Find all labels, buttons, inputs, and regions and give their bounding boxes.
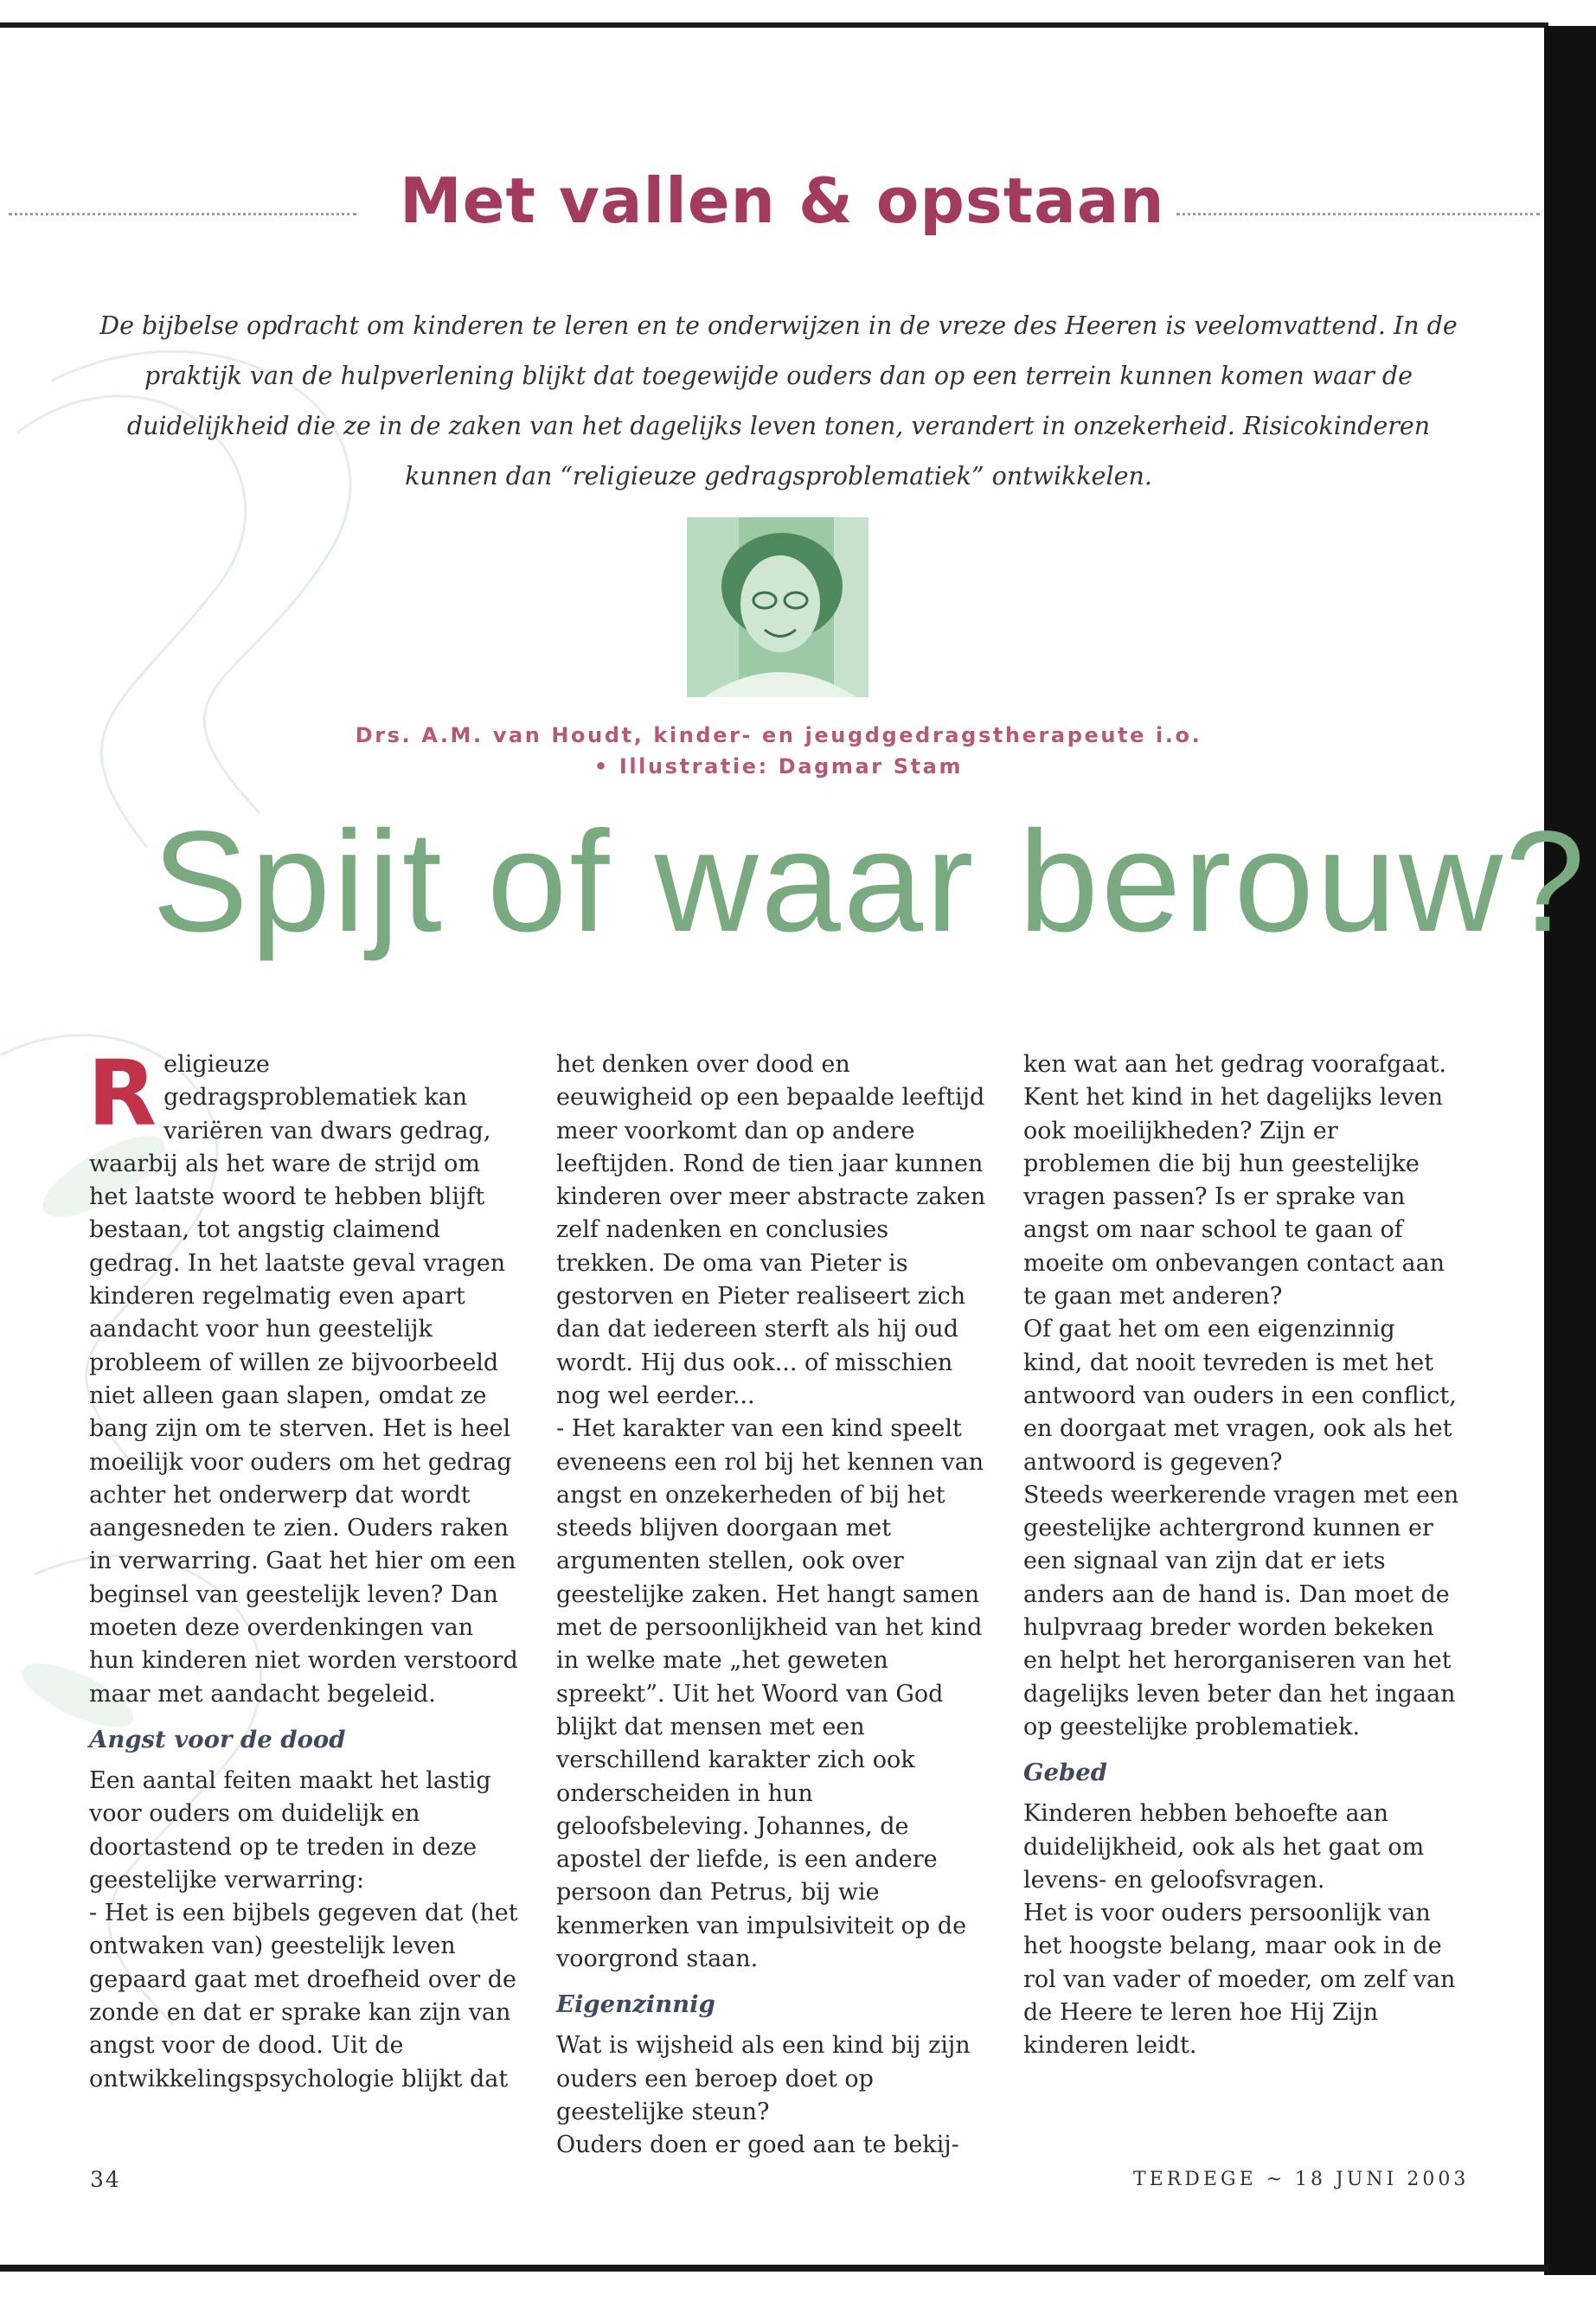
paragraph: Het is voor ouders persoonlijk van het hoogste belang, maar ook in de rol van vader of moeder, om zelf van de Heere te leren hoe Hij Zijn kinderen leidt. <box>1023 1900 1456 2060</box>
paragraph: Een aantal feiten maakt het lastig voor ouders om duidelijk en doortastend op te treden in deze geestelijke verwarring: <box>89 1766 491 1894</box>
column-2 <box>556 1048 993 2163</box>
paragraph <box>87 1041 522 1711</box>
paragraph: - Het karakter van een kind speelt eveneens een rol bij het kennen van angst en onzekerheden of bij het steeds blijven doorgaan met argumenten stellen, ook over geestelijke zaken. Het hangt samen met de persoonlijkheid van het kind in welke mate „het geweten spreekt”. Uit het Woord van God blijkt dat mensen met een verschillend karakter zich ook onderscheiden in hun geloofsbeleving. Johannes, de apostel der liefde, is een andere persoon dan Petrus, bij wie kenmerken van impulsiviteit op de voorgrond staan. <box>556 1415 984 1973</box>
paragraph: Of gaat het om een eigenzinnig kind, dat nooit tevreden is met het antwoord van ouders in een conflict, en doorgaat met vragen, ook als het antwoord is gegeven? <box>1023 1316 1457 1476</box>
paragraph: het denken over dood en eeuwigheid op een bepaalde leeftijd meer voorkomt dan op andere leeftijden. Rond de tien jaar kunnen kinderen over meer abstracte zaken zelf nadenken en conclusies trekken. De oma van Pieter is gestorven en Pieter realiseert zich dan dat iedereen sterft als hij oud wordt. Hij dus ook... of misschien nog wel eerder... <box>556 1051 986 1409</box>
paragraph: Kinderen hebben behoefte aan duidelijkheid, ook als het gaat om levens- en geloofsvragen. <box>1023 1800 1425 1894</box>
dotted-rule-right <box>1176 213 1540 215</box>
paragraph: Wat is wijsheid als een kind bij zijn ouders een beroep doet op geestelijke steun? <box>556 2032 971 2125</box>
paragraph: Ouders doen er goed aan te bekij- <box>556 2131 959 2159</box>
byline-author: Drs. A.M. van Houdt, kinder- en jeugdgedragstherapeute i.o. <box>355 723 1202 747</box>
subheading: Angst voor de dood <box>89 1725 346 1753</box>
section-header <box>9 164 1531 242</box>
article-title: Spijt of waar berouw? <box>152 802 1588 962</box>
top-rule <box>0 22 1548 28</box>
page-edge-bar <box>1544 26 1596 2275</box>
paragraph: Steeds weerkerende vragen met een geestelijke achtergrond kunnen er een signaal van zijn dat er iets anders aan de hand is. Dan moet de hulpvraag breder worden bekeken en helpt het herorganiseren van het dagelijks leven beter dan het ingaan op geestelijke problematiek. <box>1023 1481 1459 1740</box>
author-portrait <box>687 517 869 697</box>
folio: TERDEGE ~ 18 JUNI 2003 <box>1133 2169 1470 2190</box>
subheading: Eigenzinnig <box>556 1990 715 2019</box>
column-3 <box>1023 1048 1460 2063</box>
paragraph: ken wat aan het gedrag voorafgaat. Kent het kind in het dagelijks leven ook moeilijkheden? Zijn er problemen die bij hun geestelijke vragen passen? Is er sprake van angst om naar school te gaan of moeite om onbevangen contact aan te gaan met anderen? <box>1023 1051 1447 1311</box>
dotted-rule-left <box>9 213 356 215</box>
paragraph-text: eligieuze gedragsproblematiek kan variëren van dwars gedrag, waarbij als het ware de strijd om het laatste woord te hebben blijft bestaan, tot angstig claimend gedrag. In het laatste geval vragen kinderen regelmatig even apart aandacht voor hun geestelijk probleem of willen ze bijvoorbeeld niet alleen gaan slapen, omdat ze bang zijn om te sterven. Het is heel moeilijk voor ouders om het gedrag achter het onderwerp dat wordt aangesneden te zien. Ouders raken in verwarring. Gaat het hier om een beginsel van geestelijk leven? Dan moeten deze overdenkingen van hun kinderen niet worden verstoord maar met aandacht begeleid. <box>89 1051 518 1708</box>
intro-paragraph: De bijbelse opdracht om kinderen te leren en te onderwijzen in de vreze des Heeren is veelomvattend. In de praktijk van de hulpverlening blijkt dat toegewijde ouders dan op een terrein kunnen komen waar de duidelijkheid die ze in de zaken van het dagelijks leven tonen, verandert in onzekerheid. Risicokinderen kunnen dan “religieuze gedragsproblematiek” ontwikkelen. <box>99 311 1458 490</box>
section-title: Met vallen & opstaan <box>400 164 1165 237</box>
drop-cap: R <box>87 1041 157 1146</box>
bottom-rule <box>0 2265 1548 2272</box>
page-number: 34 <box>90 2167 121 2192</box>
paragraph: - Het is een bijbels gegeven dat (het ontwaken van) geestelijk leven gepaard gaat met droefheid over de zonde en dat er sprake kan zijn van angst voor de dood. Uit de ontwikkelingspsychologie blijkt dat <box>89 1900 518 2093</box>
byline-illustration: • Illustratie: Dagmar Stam <box>593 754 964 779</box>
column-1 <box>87 1041 522 2096</box>
byline <box>173 720 1384 782</box>
subheading: Gebed <box>1023 1759 1107 1787</box>
